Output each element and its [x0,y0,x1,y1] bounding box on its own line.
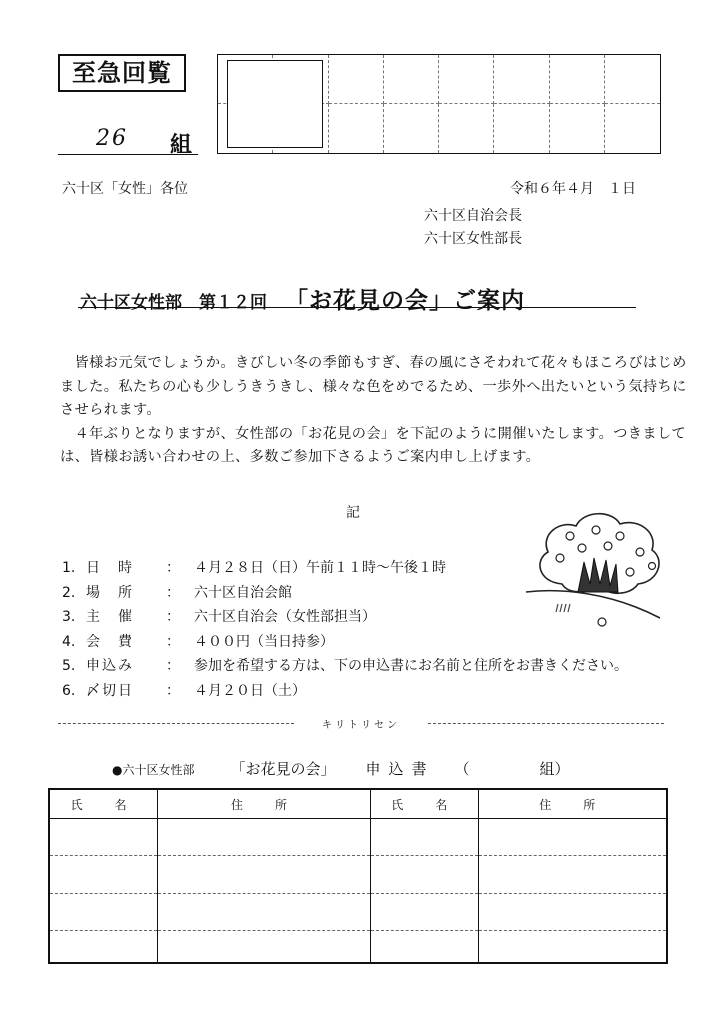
cut-line [58,716,664,731]
address-cell[interactable] [158,893,371,930]
address-cell[interactable] [478,893,666,930]
address-cell[interactable] [158,931,371,962]
sender-chairman: 六十区自治会長 [424,208,522,224]
column-header-address: 住 所 [158,790,371,819]
form-organization: ●六十区女性部 [112,763,195,777]
address-cell[interactable] [478,931,666,962]
name-cell[interactable] [370,893,478,930]
table-row [50,819,666,856]
detail-label: 日 時 [86,560,134,576]
name-cell[interactable] [50,819,158,856]
cut-dash-left [58,723,294,724]
table-row [50,893,666,930]
form-group-open: （ [454,760,470,778]
column-header-name: 氏 名 [50,790,158,819]
seal-cell [494,55,549,104]
group-number: 26 [96,126,128,151]
detail-label: 申込み [86,658,134,674]
seal-cell [439,104,494,153]
detail-label: 〆切日 [86,682,134,699]
form-header [112,758,570,779]
detail-number: 3. [62,609,76,625]
detail-value: 六十区自治会館 [194,584,292,601]
form-application-label: 申込書 [365,760,435,778]
address-cell[interactable] [158,856,371,893]
column-header-address: 住 所 [478,790,666,819]
detail-value: 参加を希望する方は、下の申込書にお名前と住所をお書きください。 [194,658,628,674]
address-cell[interactable] [478,819,666,856]
address-cell[interactable] [478,856,666,893]
application-table [48,788,668,964]
title-prefix: 六十区女性部 第１２回 [80,293,267,313]
detail-colon: ： [166,560,180,576]
name-cell[interactable] [50,893,158,930]
body-paragraph-2: ４年ぶりとなりますが、女性部の「お花見の会」を下記のように開催いたします。つきましては、皆様お誘い合わせの上、多数ご参加下さるようご案内申し上げます。 [60,425,687,465]
name-cell[interactable] [50,856,158,893]
detail-colon: ： [166,584,180,601]
name-cell[interactable] [50,931,158,962]
seal-cell [329,55,384,104]
seal-cell [605,55,660,104]
urgent-circulation-stamp: 至急回覧 [58,54,186,92]
cut-dash-right [428,723,664,724]
detail-number: 1. [62,560,76,576]
seal-cell [605,104,660,153]
detail-value: ４月２０日（土） [194,682,306,699]
detail-number: 5. [62,658,76,674]
detail-value: ４００円（当日持参） [194,633,334,650]
address-cell[interactable] [158,819,371,856]
seal-cell [384,55,439,104]
group-unit: 組 [170,133,193,158]
detail-value: 六十区自治会（女性部担当） [194,609,376,625]
seal-cell [384,104,439,153]
detail-item-application [62,654,628,679]
detail-colon: ： [166,682,180,699]
column-header-name: 氏 名 [370,790,478,819]
title-main: 「お花見の会」ご案内 [285,288,525,314]
stamp-blank-box [227,60,323,148]
seal-cell [439,55,494,104]
table-row [50,856,666,893]
sender-womens-head: 六十区女性部長 [424,231,522,247]
name-cell[interactable] [370,819,478,856]
form-event-name: 「お花見の会」 [230,760,336,778]
name-cell[interactable] [370,856,478,893]
table-row [50,931,666,962]
detail-item-deadline [62,679,628,704]
page-title [80,282,525,315]
name-cell[interactable] [370,931,478,962]
detail-value: ４月２８日（日）午前１１時〜午後１時 [194,560,446,576]
detail-number: 4. [62,633,76,650]
detail-colon: ： [166,633,180,650]
form-group-close: 組） [539,760,570,778]
title-underline [78,307,636,308]
seal-cell [550,104,605,153]
detail-colon: ： [166,658,180,674]
detail-label: 場 所 [86,584,134,601]
detail-colon: ： [166,609,180,625]
seal-cell [329,104,384,153]
ki-heading: 記 [346,505,360,521]
detail-label: 会 費 [86,633,134,650]
body-paragraph-1: 皆様お元気でしょうか。きびしい冬の季節もすぎ、春の風にさそわれて花々もほころびはじめました。私たちの心も少しうきうきし、様々な色をめでるため、一歩外へ出たいという気持ちにさせられます。 [60,355,687,418]
seal-cell [550,55,605,104]
seal-cell [494,104,549,153]
cut-line-label: キリトリセン [322,720,400,731]
detail-number: 6. [62,682,76,699]
cherry-blossom-illustration [520,500,670,640]
body-text [60,352,700,470]
detail-number: 2. [62,584,76,601]
addressee: 六十区「女性」各位 [62,181,188,197]
detail-label: 主 催 [86,609,134,625]
issue-date: 令和６年４月 １日 [510,181,636,197]
